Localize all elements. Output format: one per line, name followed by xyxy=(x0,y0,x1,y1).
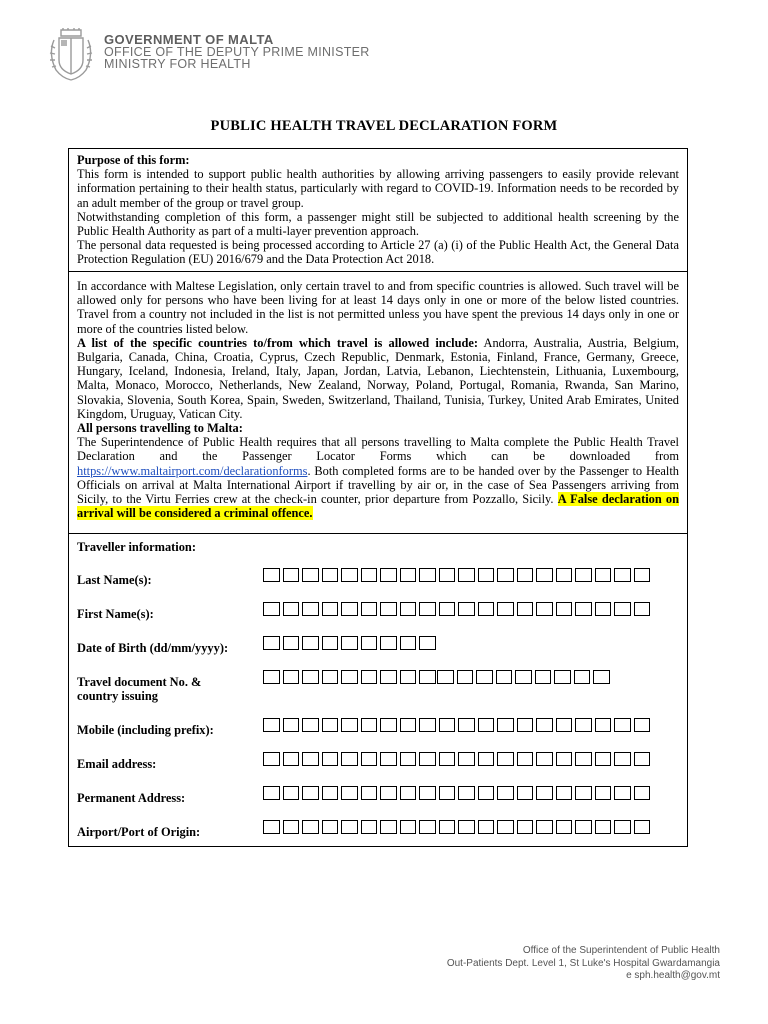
character-cell[interactable] xyxy=(634,820,651,834)
character-cell[interactable] xyxy=(302,636,319,650)
character-cell[interactable] xyxy=(263,568,280,582)
character-cell[interactable] xyxy=(575,568,592,582)
character-cell[interactable] xyxy=(322,820,339,834)
character-cell[interactable] xyxy=(380,602,397,616)
character-cell[interactable] xyxy=(457,670,474,684)
gov-line-office: OFFICE OF THE DEPUTY PRIME MINISTER xyxy=(104,45,370,59)
character-cell[interactable] xyxy=(458,718,475,732)
character-cell[interactable] xyxy=(380,670,397,684)
character-cell[interactable] xyxy=(476,670,493,684)
character-cell[interactable] xyxy=(595,786,612,800)
character-cell[interactable] xyxy=(361,786,378,800)
gov-line-government: GOVERNMENT OF MALTA xyxy=(104,32,274,47)
travel-document-label-line1: Travel document No. & xyxy=(77,675,202,689)
character-cell[interactable] xyxy=(536,786,553,800)
character-cell[interactable] xyxy=(536,752,553,766)
character-cell[interactable] xyxy=(419,718,436,732)
character-cell[interactable] xyxy=(574,670,591,684)
character-cell[interactable] xyxy=(419,786,436,800)
character-cell[interactable] xyxy=(478,568,495,582)
character-cell[interactable] xyxy=(556,752,573,766)
all-persons-text: The Superintendence of Public Health requires that all persons travelling to Malta complete the Public Health Travel Declaration and the Passenger Locator Forms which can be downloaded from xyxy=(77,435,679,464)
origin-input[interactable] xyxy=(263,820,653,834)
last-name-label: Last Name(s): xyxy=(77,573,152,587)
purpose-paragraph-3: The personal data requested is being processed according to Article 27 (a) (i) of the Public Health Act, the General Data Protection Regulation (EU) 2016/679 and the Data Protection Act 2018. xyxy=(77,238,679,267)
character-cell[interactable] xyxy=(400,752,417,766)
first-name-input[interactable] xyxy=(263,602,653,616)
character-cell[interactable] xyxy=(361,670,378,684)
character-cell[interactable] xyxy=(614,786,631,800)
character-cell[interactable] xyxy=(263,636,280,650)
character-cell[interactable] xyxy=(283,670,300,684)
footer-office: Office of the Superintendent of Public Health xyxy=(522,945,720,956)
purpose-paragraph-1: This form is intended to support public health authorities by allowing arriving passengers to easily provide relevant information pertaining to their health status, particularly with regard to COVID-19. Information needs to be recorded by an adult member of the group or travel group. xyxy=(77,167,679,210)
character-cell[interactable] xyxy=(361,752,378,766)
character-cell[interactable] xyxy=(536,718,553,732)
character-cell[interactable] xyxy=(556,568,573,582)
character-cell[interactable] xyxy=(517,786,534,800)
character-cell[interactable] xyxy=(536,568,553,582)
character-cell[interactable] xyxy=(400,670,417,684)
character-cell[interactable] xyxy=(400,636,417,650)
character-cell[interactable] xyxy=(380,718,397,732)
character-cell[interactable] xyxy=(536,602,553,616)
character-cell[interactable] xyxy=(439,568,456,582)
character-cell[interactable] xyxy=(439,752,456,766)
character-cell[interactable] xyxy=(302,820,319,834)
character-cell[interactable] xyxy=(593,670,610,684)
character-cell[interactable] xyxy=(614,820,631,834)
character-cell[interactable] xyxy=(517,602,534,616)
purpose-heading: Purpose of this form: xyxy=(77,153,190,167)
character-cell[interactable] xyxy=(419,602,436,616)
character-cell[interactable] xyxy=(614,602,631,616)
email-input[interactable] xyxy=(263,752,653,766)
character-cell[interactable] xyxy=(496,670,513,684)
mobile-label: Mobile (including prefix): xyxy=(77,723,214,737)
character-cell[interactable] xyxy=(380,752,397,766)
character-cell[interactable] xyxy=(595,718,612,732)
character-cell[interactable] xyxy=(497,568,514,582)
character-cell[interactable] xyxy=(556,602,573,616)
character-cell[interactable] xyxy=(263,820,280,834)
character-cell[interactable] xyxy=(263,670,280,684)
character-cell[interactable] xyxy=(536,820,553,834)
footer xyxy=(447,945,720,983)
character-cell[interactable] xyxy=(634,718,651,732)
character-cell[interactable] xyxy=(515,670,532,684)
character-cell[interactable] xyxy=(575,602,592,616)
all-persons-paragraph xyxy=(77,435,679,520)
travel-document-number-input[interactable] xyxy=(263,670,439,684)
character-cell[interactable] xyxy=(283,820,300,834)
purpose-section xyxy=(68,148,688,272)
countries-paragraph xyxy=(77,336,679,421)
character-cell[interactable] xyxy=(439,718,456,732)
character-cell[interactable] xyxy=(341,670,358,684)
form-title: PUBLIC HEALTH TRAVEL DECLARATION FORM xyxy=(210,118,558,134)
character-cell[interactable] xyxy=(283,752,300,766)
character-cell[interactable] xyxy=(419,670,436,684)
character-cell[interactable] xyxy=(497,602,514,616)
false-declaration-warning: A False declaration on arrival will be considered a criminal offence. xyxy=(77,492,679,521)
character-cell[interactable] xyxy=(361,636,378,650)
character-cell[interactable] xyxy=(535,670,552,684)
character-cell[interactable] xyxy=(341,752,358,766)
character-cell[interactable] xyxy=(302,786,319,800)
character-cell[interactable] xyxy=(575,718,592,732)
character-cell[interactable] xyxy=(439,786,456,800)
character-cell[interactable] xyxy=(322,602,339,616)
character-cell[interactable] xyxy=(458,602,475,616)
character-cell[interactable] xyxy=(614,718,631,732)
character-cell[interactable] xyxy=(400,602,417,616)
character-cell[interactable] xyxy=(400,568,417,582)
character-cell[interactable] xyxy=(400,786,417,800)
character-cell[interactable] xyxy=(517,820,534,834)
permanent-address-input[interactable] xyxy=(263,786,653,800)
character-cell[interactable] xyxy=(380,820,397,834)
character-cell[interactable] xyxy=(478,786,495,800)
character-cell[interactable] xyxy=(634,602,651,616)
character-cell[interactable] xyxy=(302,602,319,616)
permanent-address-label: Permanent Address: xyxy=(77,791,186,805)
character-cell[interactable] xyxy=(361,602,378,616)
character-cell[interactable] xyxy=(595,752,612,766)
declaration-forms-link[interactable]: https://www.maltairport.com/declarationforms xyxy=(77,463,308,478)
countries-list: Andorra, Australia, Austria, Belgium, Bulgaria, Canada, China, Croatia, Cyprus, Czech Republic, Denmark, Estonia, Finland, France, Germany, Greece, Hungary, Iceland, Indonesia, Ireland, Italy, Japan, Jordan, Latvia, Lebanon, Liechtenstein, Lithuania, Luxembourg, Malta, Monaco, Morocco, Netherlands, New Zealand, Norway, Poland, Portugal, Romania, Rwanda, San Marino, Slovakia, Slovenia, South Korea, Spain, Sweden, Switzerland, Thailand, Tunisia, Turkey, United Arab Emirates, United Kingdom, Uruguay, Vatican City. xyxy=(77,335,679,421)
character-cell[interactable] xyxy=(439,602,456,616)
character-cell[interactable] xyxy=(361,568,378,582)
character-cell[interactable] xyxy=(263,752,280,766)
character-cell[interactable] xyxy=(497,786,514,800)
character-cell[interactable] xyxy=(437,670,454,684)
character-cell[interactable] xyxy=(400,820,417,834)
character-cell[interactable] xyxy=(322,752,339,766)
character-cell[interactable] xyxy=(263,602,280,616)
character-cell[interactable] xyxy=(614,568,631,582)
character-cell[interactable] xyxy=(556,786,573,800)
character-cell[interactable] xyxy=(322,786,339,800)
letterhead xyxy=(46,26,370,86)
last-name-input[interactable] xyxy=(263,568,653,582)
character-cell[interactable] xyxy=(400,718,417,732)
character-cell[interactable] xyxy=(556,820,573,834)
character-cell[interactable] xyxy=(517,718,534,732)
email-label: Email address: xyxy=(77,757,157,771)
character-cell[interactable] xyxy=(575,786,592,800)
legislation-paragraph: In accordance with Maltese Legislation, only certain travel to and from specific countries is allowed. Such travel will be allowed only for persons who have been living for at least 14 days only in one or more of the below listed countries. Travel from a country not included in the list is not permitted unless you have spent the previous 14 days only in one or more of the countries listed below. xyxy=(77,279,679,336)
travel-document-label xyxy=(77,675,201,703)
character-cell[interactable] xyxy=(341,786,358,800)
character-cell[interactable] xyxy=(478,752,495,766)
character-cell[interactable] xyxy=(380,636,397,650)
character-cell[interactable] xyxy=(595,568,612,582)
character-cell[interactable] xyxy=(322,568,339,582)
character-cell[interactable] xyxy=(322,636,339,650)
footer-address: Out-Patients Dept. Level 1, St Luke's Hospital Gwardamangia xyxy=(446,957,720,969)
first-name-label: First Name(s): xyxy=(77,607,154,621)
travel-document-country-input[interactable] xyxy=(437,670,613,684)
all-persons-heading: All persons travelling to Malta: xyxy=(77,421,243,436)
character-cell[interactable] xyxy=(361,718,378,732)
all-persons-text-cont: . Both completed forms are to be handed over by the Passenger to Health Officials on arrival at Malta International Airport if travelling by air or, in the case of Sea Passengers arriving from Sicily, to the Virtu Ferries crew at the check-in counter, prior departure from Pozzallo, Sicily. xyxy=(77,463,679,507)
character-cell[interactable] xyxy=(595,602,612,616)
character-cell[interactable] xyxy=(478,820,495,834)
character-cell[interactable] xyxy=(419,820,436,834)
footer-email: e sph.health@gov.mt xyxy=(626,970,720,981)
character-cell[interactable] xyxy=(497,718,514,732)
mobile-input[interactable] xyxy=(263,718,653,732)
malta-coat-of-arms-icon xyxy=(46,26,96,82)
countries-heading: A list of the specific countries to/from which travel is allowed include: xyxy=(77,335,479,350)
character-cell[interactable] xyxy=(263,786,280,800)
character-cell[interactable] xyxy=(517,752,534,766)
character-cell[interactable] xyxy=(322,670,339,684)
character-cell[interactable] xyxy=(575,820,592,834)
character-cell[interactable] xyxy=(419,636,436,650)
character-cell[interactable] xyxy=(302,670,319,684)
date-of-birth-input[interactable] xyxy=(263,636,439,650)
character-cell[interactable] xyxy=(341,718,358,732)
character-cell[interactable] xyxy=(341,820,358,834)
character-cell[interactable] xyxy=(419,568,436,582)
character-cell[interactable] xyxy=(634,752,651,766)
character-cell[interactable] xyxy=(302,718,319,732)
character-cell[interactable] xyxy=(341,636,358,650)
character-cell[interactable] xyxy=(341,602,358,616)
character-cell[interactable] xyxy=(497,820,514,834)
character-cell[interactable] xyxy=(419,752,436,766)
character-cell[interactable] xyxy=(380,568,397,582)
character-cell[interactable] xyxy=(380,786,397,800)
character-cell[interactable] xyxy=(439,820,456,834)
character-cell[interactable] xyxy=(283,718,300,732)
legislation-section xyxy=(68,271,688,534)
character-cell[interactable] xyxy=(634,786,651,800)
character-cell[interactable] xyxy=(634,568,651,582)
character-cell[interactable] xyxy=(458,568,475,582)
character-cell[interactable] xyxy=(283,636,300,650)
character-cell[interactable] xyxy=(614,752,631,766)
origin-label: Airport/Port of Origin: xyxy=(77,825,201,839)
character-cell[interactable] xyxy=(497,752,514,766)
character-cell[interactable] xyxy=(283,568,300,582)
character-cell[interactable] xyxy=(302,752,319,766)
character-cell[interactable] xyxy=(361,820,378,834)
character-cell[interactable] xyxy=(322,718,339,732)
character-cell[interactable] xyxy=(575,752,592,766)
character-cell[interactable] xyxy=(554,670,571,684)
character-cell[interactable] xyxy=(283,786,300,800)
character-cell[interactable] xyxy=(478,718,495,732)
character-cell[interactable] xyxy=(263,718,280,732)
traveller-information-heading: Traveller information: xyxy=(77,540,196,554)
character-cell[interactable] xyxy=(556,718,573,732)
purpose-paragraph-2: Notwithstanding completion of this form, a passenger might still be subjected to additional health screening by the Public Health Authority as part of a multi-layer prevention approach. xyxy=(77,209,679,239)
character-cell[interactable] xyxy=(283,602,300,616)
character-cell[interactable] xyxy=(458,752,475,766)
character-cell[interactable] xyxy=(458,786,475,800)
gov-line-ministry: MINISTRY FOR HEALTH xyxy=(104,57,251,71)
character-cell[interactable] xyxy=(458,820,475,834)
traveller-information-section xyxy=(68,533,688,847)
character-cell[interactable] xyxy=(302,568,319,582)
travel-document-label-line2: country issuing xyxy=(77,689,158,703)
character-cell[interactable] xyxy=(341,568,358,582)
character-cell[interactable] xyxy=(517,568,534,582)
character-cell[interactable] xyxy=(595,820,612,834)
date-of-birth-label: Date of Birth (dd/mm/yyyy): xyxy=(77,641,229,655)
character-cell[interactable] xyxy=(478,602,495,616)
